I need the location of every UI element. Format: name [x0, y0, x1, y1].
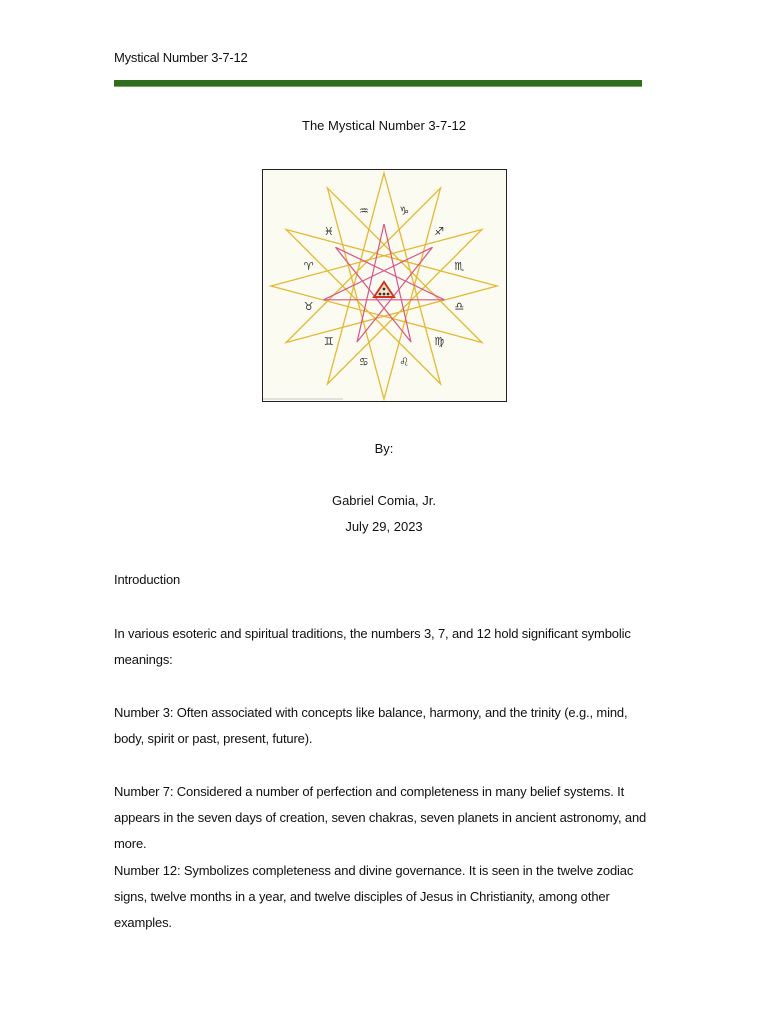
zodiac-glyph-icon: ♒	[358, 204, 369, 218]
paragraph-intro: In various esoteric and spiritual traditions, the numbers 3, 7, and 12 hold significant symbolic meanings:	[114, 626, 631, 667]
zodiac-glyph-icon: ♐	[434, 224, 445, 238]
zodiac-glyph-icon: ♏	[454, 259, 465, 273]
zodiac-glyph-icon: ♋	[358, 355, 369, 369]
zodiac-glyph-icon: ♈	[303, 259, 314, 273]
zodiac-glyph-icon: ♓	[323, 224, 334, 238]
running-header: Mystical Number 3-7-12	[114, 50, 248, 65]
author-name: Gabriel Comia, Jr.	[331, 493, 437, 508]
zodiac-glyph-icon: ♌	[399, 355, 410, 369]
paragraph-number-3: Number 3: Often associated with concepts like balance, harmony, and the trinity (e.g., mind, body, spirit or past, present, future).	[114, 705, 628, 746]
document-date: July 29, 2023	[345, 519, 423, 534]
zodiac-glyph-icon: ♑	[399, 204, 410, 218]
section-heading: Introduction	[114, 572, 181, 587]
header-rule	[114, 80, 642, 87]
zodiac-glyph-icon: ♉	[303, 300, 314, 314]
paragraph-number-7: Number 7: Considered a number of perfection and completeness in many belief systems. It appears in the seven days of creation, seven chakras, seven planets in ancient astronomy, and more.	[114, 784, 647, 851]
byline-label: By:	[374, 441, 394, 456]
star-figure	[262, 169, 507, 402]
zodiac-glyph-icon: ♎	[454, 300, 465, 314]
zodiac-glyph-icon: ♍	[434, 335, 445, 349]
paragraph-number-12: Number 12: Symbolizes completeness and divine governance. It is seen in the twelve zodiac signs, twelve months in a year, and twelve disciples of Jesus in Christianity, among other examples.	[114, 863, 634, 930]
zodiac-glyph-icon: ♊	[323, 335, 334, 349]
document-title: The Mystical Number 3-7-12	[302, 118, 466, 133]
star-diagram-svg	[263, 170, 506, 401]
